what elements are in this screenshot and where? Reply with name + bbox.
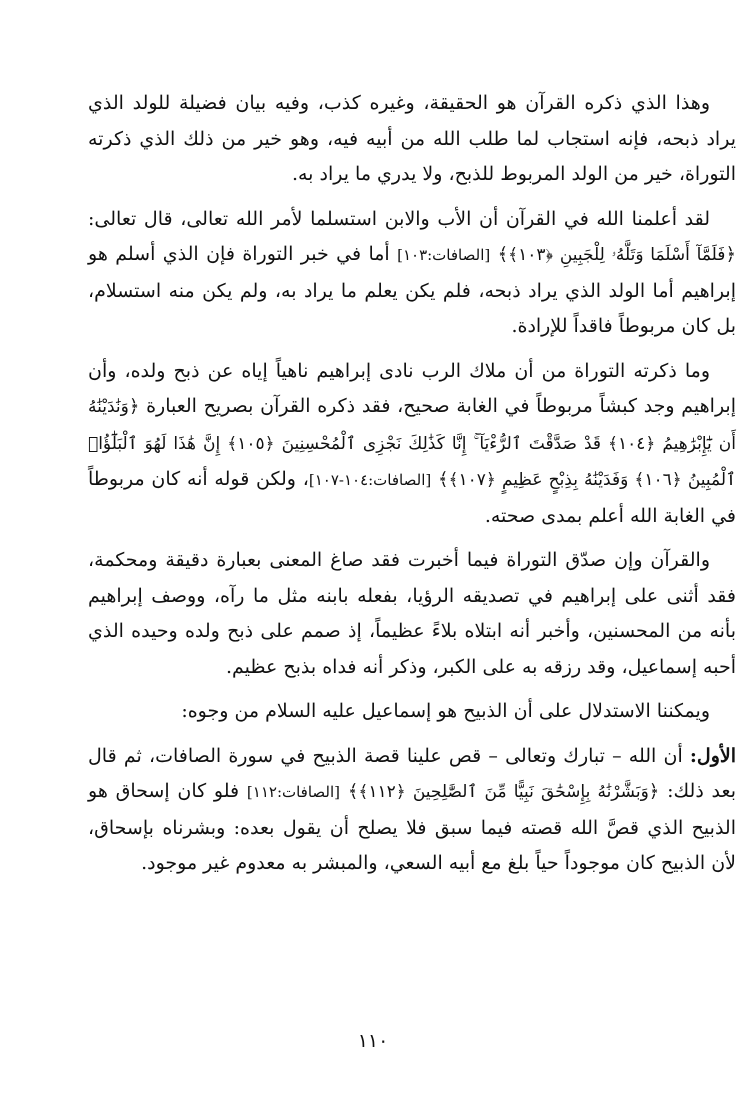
quran-close-bracket: ﴾ — [497, 244, 509, 265]
verse-reference: [الصافات:١٠٣] — [397, 246, 491, 264]
quran-close-bracket: ﴾ — [347, 781, 359, 802]
quran-open-bracket: ﴿ — [128, 396, 140, 417]
page-body — [88, 86, 736, 891]
verse-reference: [الصافات:١١٢] — [246, 783, 341, 801]
quran-close-bracket: ﴾ — [437, 469, 449, 490]
paragraph-2-intro: لقد أعلمنا الله في القرآن أن الأب والابن استسلما لأمر الله تعالى، قال تعالى: — [88, 207, 710, 230]
paragraph-6-intro: أن الله – تبارك وتعالى – قص علينا قصة الذبيح في سورة الصافات، ثم قال بعد ذلك: — [88, 744, 736, 802]
paragraph-2-after: أما في خبر التوراة فإن الذي أسلم هو إبراهيم أما الولد الذي يراد ذبحه، فلم يكن يعلم ما يراد به، ولم يكن منه استسلام، بل كان مربوطاً فاقداً للإرادة. — [88, 243, 736, 337]
paragraph-4-text: والقرآن وإن صدّق التوراة فيما أخبرت فقد صاغ المعنى بعبارة دقيقة ومحكمة، فقد أثنى على إبراهيم في تصديقه الرؤيا، بفعله بابنه مثل ما رآه، ووصف إبراهيم بأنه من المحسنين، وأخبر أنه ابتلاه بلاءً عظيماً، إذ صمم على ذبح ولده وحيده الذي أحبه إسماعيل، وقد رزقه به على الكبر، وذكر أنه فداه بذبح عظيم. — [88, 549, 736, 678]
paragraph-6-after: فلو كان إسحاق هو الذبيح الذي قصَّ الله قصته فيما سبق فلا يصلح أن يقول بعده: وبشرناه بإسحاق، لأن الذبيح كان موجوداً حياً بلغ مع أبيه السعي، والمبشر به معدوم غير موجود. — [88, 780, 736, 874]
paragraph-5 — [88, 694, 736, 730]
quran-verse: فَلَمَّآ أَسْلَمَا وَتَلَّهُۥ لِلْجَبِينِ ﴿١٠٣﴾ — [508, 245, 726, 265]
quran-verse: وَنَٰدَيْنَٰهُ أَن يَٰٓإِبْرَٰهِيمُ ﴿١٠٤﴾ قَدْ صَدَّقْتَ ٱلرُّءْيَآ ۚ إِنَّا كَذَٰلِكَ نَجْزِى ٱلْمُحْسِنِينَ ﴿١٠٥﴾ إِنَّ هَٰذَا لَهُوَ ٱلْبَلَٰٓؤُا۟ ٱلْمُبِينُ ﴿١٠٦﴾ وَفَدَيْنَٰهُ بِذِبْحٍ عَظِيمٍ ﴿١٠٧﴾ — [88, 397, 736, 490]
paragraph-2 — [88, 202, 736, 345]
paragraph-4 — [88, 543, 736, 685]
page-number: ١١٠ — [357, 1030, 389, 1052]
paragraph-1-text: وهذا الذي ذكره القرآن هو الحقيقة، وغيره كذب، وفيه بيان فضيلة للولد الذي يراد ذبحه، فإنه استجاب لما طلب الله من أبيه فيه، وهو خير من ذلك الذي ذكرته التوراة، خير من الولد المربوط للذبح، ولا يدري ما يراد به. — [88, 92, 736, 185]
paragraph-3-after: ، ولكن قوله أنه كان مربوطاً في الغابة الله أعلم بمدى صحته. — [88, 468, 736, 527]
paragraph-3 — [88, 354, 736, 535]
verse-reference: [الصافات:١٠٤-١٠٧] — [308, 471, 432, 489]
point-label: الأول: — [689, 744, 736, 767]
quran-open-bracket: ﴿ — [725, 244, 736, 265]
quran-verse: وَبَشَّرْنَٰهُ بِإِسْحَٰقَ نَبِيًّا مِّنَ ٱلصَّٰلِحِينَ ﴿١١٢﴾ — [358, 782, 649, 802]
paragraph-1 — [88, 86, 736, 193]
paragraph-5-text: ويمكننا الاستدلال على أن الذبيح هو إسماعيل عليه السلام من وجوه: — [181, 700, 710, 722]
paragraph-3-intro: وما ذكرته التوراة من أن ملاك الرب نادى إبراهيم ناهياً إياه عن ذبح ولده، وأن إبراهيم وجد كبشاً مربوطاً في الغابة صحيح، فقد ذكره القرآن بصريح العبارة — [88, 359, 736, 417]
paragraph-6 — [88, 739, 736, 882]
quran-open-bracket: ﴿ — [648, 781, 660, 802]
